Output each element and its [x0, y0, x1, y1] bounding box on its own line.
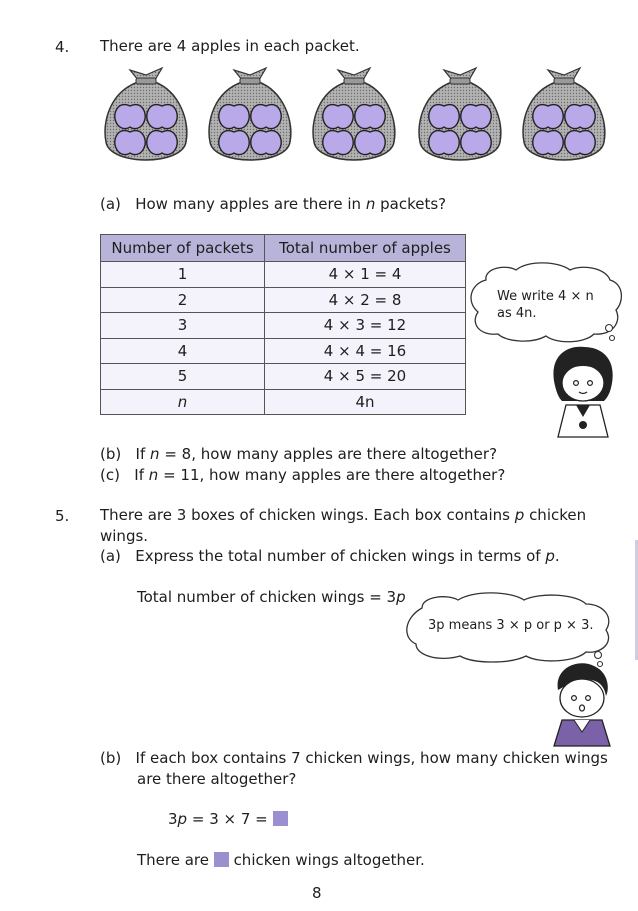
equation-text: = 3 × 7 = [191, 810, 268, 828]
question-5-part-b [100, 749, 608, 767]
variable-p: p [177, 810, 188, 828]
question-5-part-b-line2: are there altogether? [137, 770, 297, 788]
question-5-number: 5. [55, 507, 70, 525]
thought-cloud-line: 3p means 3 × p or p × 3. [428, 618, 594, 633]
table-cell: 4 × 2 = 8 [265, 287, 466, 313]
thought-cloud-q4 [466, 262, 626, 352]
question-text: There are 3 boxes of chicken wings. Each box contains [100, 506, 510, 524]
apple-packet-illustration [414, 62, 506, 172]
table-row [101, 364, 466, 390]
question-text: chicken [529, 506, 587, 524]
table-cell: 5 [101, 364, 265, 390]
question-text: Express the total number of chicken wings in terms of [135, 547, 541, 565]
boy-character-illustration [548, 660, 616, 748]
part-label: (b) [100, 445, 122, 463]
part-label: (c) [100, 466, 120, 484]
question-text: packets? [380, 195, 447, 213]
girl-character-illustration [548, 345, 618, 440]
expression-text: Total number of chicken wings = 3 [137, 588, 397, 606]
apple-packet-illustration [308, 62, 400, 172]
table-row [101, 287, 466, 313]
table-cell: 4 × 1 = 4 [265, 262, 466, 288]
part-label: (b) [100, 749, 122, 767]
question-text: If each box contains 7 chicken wings, how many chicken wings [135, 749, 608, 767]
table-cell: 2 [101, 287, 265, 313]
question-text: . [554, 547, 560, 565]
apple-packet-illustration [204, 62, 296, 172]
answer-sentence [137, 851, 425, 869]
question-4-intro: There are 4 apples in each packet. [100, 37, 360, 55]
variable-p: p [545, 547, 555, 565]
question-4-part-c [100, 466, 505, 484]
question-text: = 11, how many apples are there altogether? [163, 466, 506, 484]
table-cell: 4n [265, 389, 466, 415]
answer-box[interactable] [214, 852, 229, 867]
variable-p: p [396, 588, 406, 606]
table-row [101, 313, 466, 339]
apples-table [100, 234, 466, 415]
table-cell: 3 [101, 313, 265, 339]
table-cell: n [101, 389, 265, 415]
total-expression [137, 588, 406, 606]
variable-n: n [148, 466, 159, 484]
thought-cloud-line: as 4n. [497, 306, 537, 321]
apple-packet-illustration [518, 62, 610, 172]
equation-text: 3 [168, 810, 178, 828]
column-header: Total number of apples [265, 235, 466, 262]
part-label: (a) [100, 547, 121, 565]
table-header-row [101, 235, 466, 262]
answer-box[interactable] [273, 811, 288, 826]
question-5-part-a [100, 547, 560, 565]
table-row [101, 338, 466, 364]
table-cell: 4 × 5 = 20 [265, 364, 466, 390]
question-text: If [134, 466, 144, 484]
answer-text: chicken wings altogether. [233, 851, 425, 869]
apple-packets [100, 62, 610, 174]
table-row [101, 389, 466, 415]
table-cell: 4 × 3 = 12 [265, 313, 466, 339]
column-header: Number of packets [101, 235, 265, 262]
equation [168, 810, 288, 828]
thought-cloud-line: We write 4 × n [497, 289, 594, 304]
part-label: (a) [100, 195, 121, 213]
variable-n: n [150, 445, 160, 463]
question-4-number: 4. [55, 38, 70, 56]
variable-n: n [365, 195, 376, 213]
table-row [101, 262, 466, 288]
question-4-part-a [100, 195, 446, 213]
answer-text: There are [137, 851, 209, 869]
page-number: 8 [312, 884, 322, 902]
table-cell: 1 [101, 262, 265, 288]
table-cell: 4 [101, 338, 265, 364]
variable-p: p [514, 506, 525, 524]
question-text: How many apples are there in [135, 195, 362, 213]
question-text: = 8, how many apples are there altogether? [164, 445, 498, 463]
question-5-intro-line [100, 506, 586, 524]
question-text: If [135, 445, 146, 463]
question-4-part-b [100, 445, 497, 463]
table-cell: 4 × 4 = 16 [265, 338, 466, 364]
apple-packet-illustration [100, 62, 192, 172]
question-5-intro-line2: wings. [100, 527, 149, 545]
